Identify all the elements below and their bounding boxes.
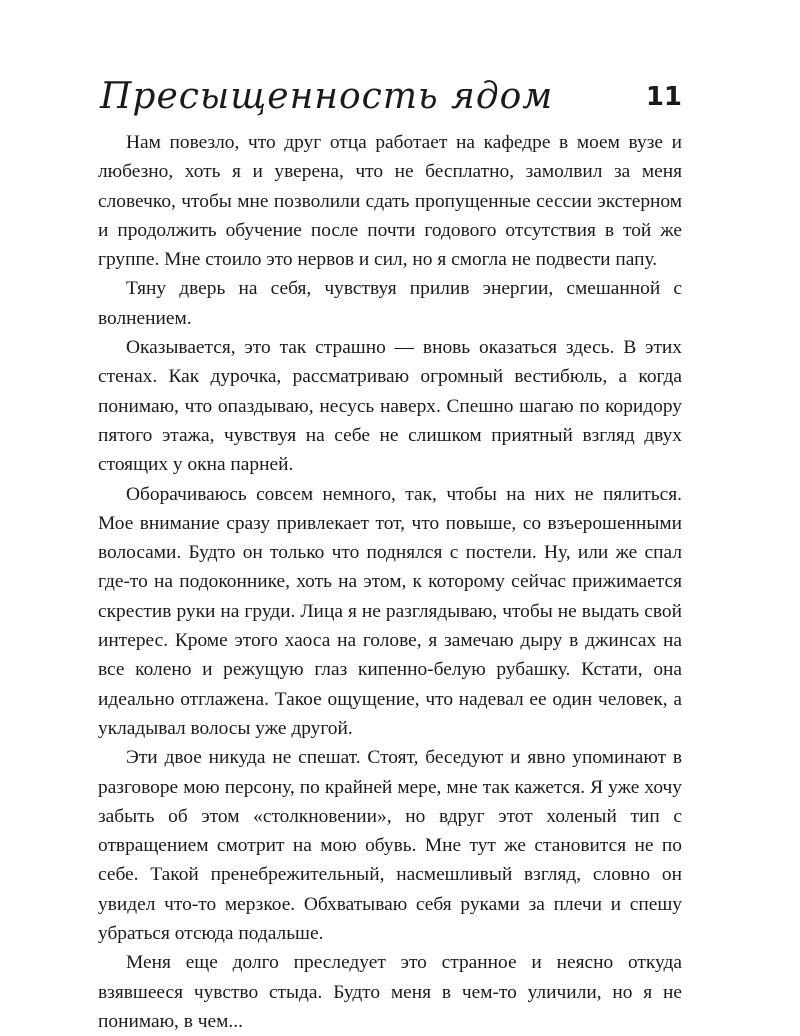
paragraph-2: Тяну дверь на себя, чувствуя прилив энергии, смешанной с волнением. [98, 278, 682, 329]
paragraph-3: Оказывается, это так страшно — вновь оказаться здесь. В этих стенах. Как дурочка, рассматриваю огромный вестибюль, а когда понимаю, что опаздываю, несусь наверх. Спешно шагаю по коридору пятого этажа, чувствуя на себе не слишком приятный взгляд двух стоящих у окна парней. [98, 337, 682, 476]
paragraph-1: Нам повезло, что друг отца работает на кафедре в моем вузе и любезно, хоть я и уверена, что не бесплатно, замолвил за меня словечко, чтобы мне позволили сдать пропущенные сессии экстерном и продолжить обучение после почти годового отсутствия в той же группе. Мне стоило это нервов и сил, но я смогла не подвести папу. [98, 132, 682, 271]
paragraph-6: Меня еще долго преследует это странное и неясно откуда взявшееся чувство стыда. Будто меня в чем-то уличили, но я не понимаю, в чем... [98, 952, 682, 1032]
paragraph-4: Оборачиваюсь совсем немного, так, чтобы на них не пялиться. Мое внимание сразу привлекает тот, что повыше, со взъерошенными волосами. Будто он только что поднялся с постели. Ну, или же спал где-то на подоконнике, хоть на этом, к которому сейчас прижимается скрестив руки на груди. Лица я не разглядываю, чтобы не выдать свой интерес. Кроме этого хаоса на голове, я замечаю дыру в джинсах на все колено и режущую глаз кипенно-белую рубашку. Кстати, она идеально отглажена. Такое ощущение, что надевал ее один человек, а укладывал волосы уже другой. [98, 483, 682, 739]
body-text [98, 128, 682, 1036]
page-number: 11 [645, 82, 682, 112]
paragraph-5: Эти двое никуда не спешат. Стоят, беседуют и явно упоминают в разговоре мою персону, по крайней мере, мне так кажется. Я уже хочу забыть об этом «столкновении», но вдруг этот холеный тип с отвращением смотрит на мою обувь. Мне тут же становится не по себе. Такой пренебрежительный, насмешливый взгляд, словно он увидел что-то мерзкое. Обхватываю себя руками за плечи и спешу убраться отсюда подальше. [98, 747, 682, 945]
running-title: Пресыщенность ядом [100, 76, 554, 117]
running-header [100, 72, 690, 122]
